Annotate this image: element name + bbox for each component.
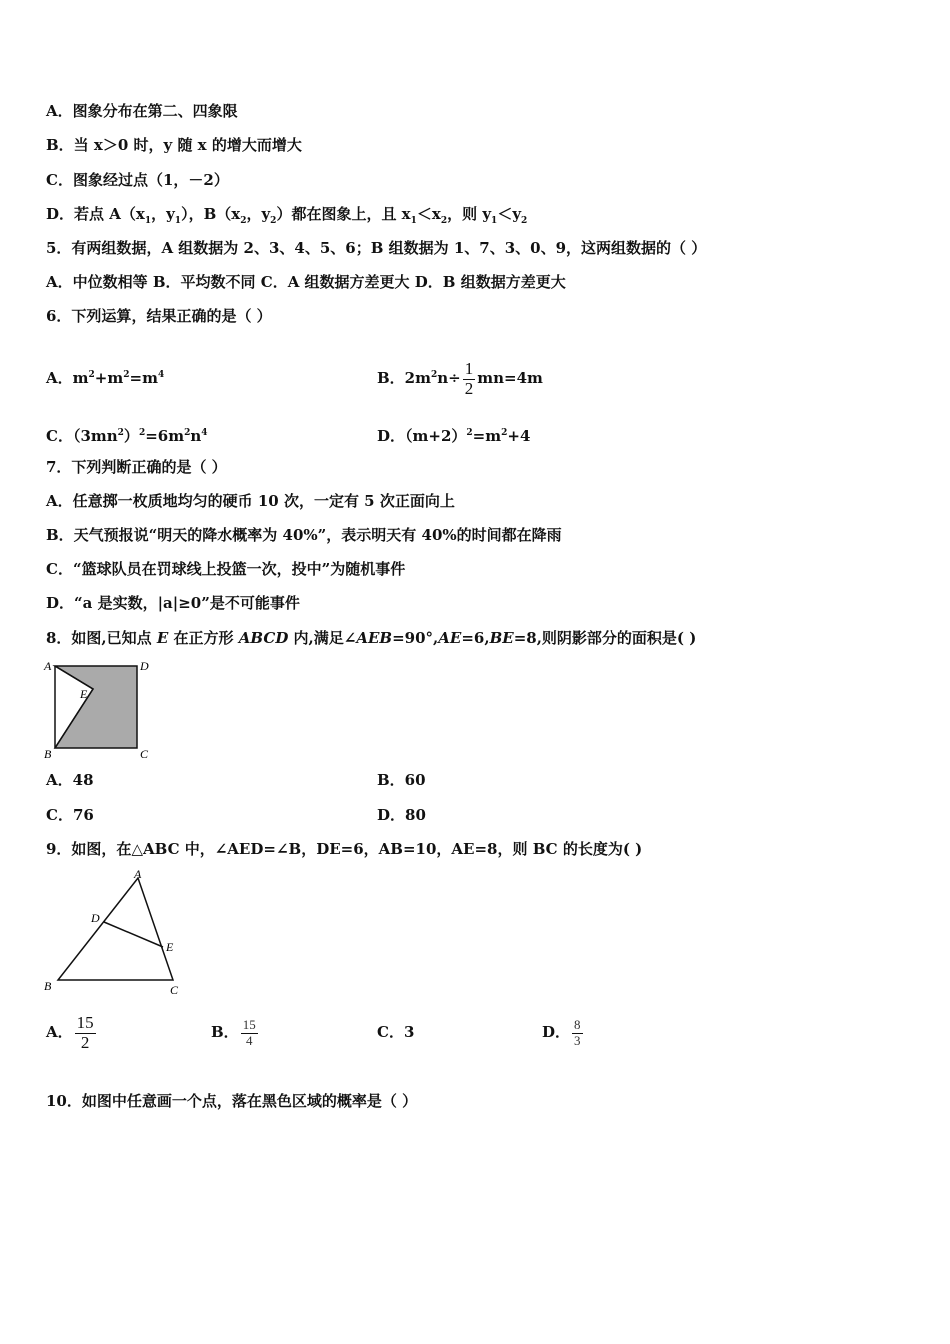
label-b: B bbox=[44, 747, 52, 761]
q6-stem: 6．下列运算，结果正确的是（ ） bbox=[46, 307, 272, 325]
q9-option-a: A． $\frac{15}{2}$ bbox=[46, 1012, 94, 1052]
label-e: E bbox=[166, 940, 174, 954]
q8-stem: 8．如图,已知点 E 在正方形 ABCD 内,满足∠AEB=90°,AE=6,BE=8,则阴影部分的面积是( ) bbox=[46, 629, 697, 647]
q7-stem: 7．下列判断正确的是（ ） bbox=[46, 458, 227, 476]
q7-option-c: C．“篮球队员在罚球线上投篮一次，投中”为随机事件 bbox=[46, 560, 406, 578]
q9-option-b: B． $\frac{15}{4}$ bbox=[211, 1017, 256, 1048]
q9-d-fraction: $\frac{8}{3}$ bbox=[574, 1017, 581, 1048]
q8-option-b: B．60 bbox=[377, 771, 426, 789]
q9-stem: 9．如图，在△ABC 中，∠AED=∠B，DE=6，AB=10，AE=8，则 BC 的长度为( ) bbox=[46, 840, 643, 858]
q7-option-a: A．任意掷一枚质地均匀的硬币 10 次，一定有 5 次正面向上 bbox=[46, 492, 455, 510]
q9-triangle-figure bbox=[40, 866, 190, 1001]
q6-option-b: B．$2m^2n\div$ $\frac{1}{2}$ mn=4m bbox=[377, 358, 543, 398]
q4-option-d: D．若点 $A(x_1$，$y_1$），$B(x_2$，$y_2$）都在图象上，且 $x_1<x_2$，则 $y_1<y_2$ bbox=[46, 205, 528, 226]
shaded-region bbox=[55, 666, 137, 748]
label-d: D bbox=[91, 911, 100, 925]
q4-option-b: B．当 x＞0 时，y 随 x 的增大而增大 bbox=[46, 136, 302, 154]
q10-stem: 10．如图中任意画一个点，落在黑色区域的概率是（ ） bbox=[46, 1092, 418, 1110]
q8-option-c: C．76 bbox=[46, 806, 94, 824]
q8-square-figure bbox=[40, 656, 160, 764]
label-a: A bbox=[134, 867, 142, 881]
q9-b-fraction: $\frac{15}{4}$ bbox=[242, 1017, 256, 1048]
q7-option-b: B．天气预报说“明天的降水概率为 40%”，表示明天有 40%的时间都在降雨 bbox=[46, 526, 562, 544]
q8-option-a: A．48 bbox=[46, 771, 94, 789]
q5-stem: 5．有两组数据，A 组数据为 2、3、4、5、6；B 组数据为 1、7、3、0、9，这两组数据的（ ） bbox=[46, 239, 707, 257]
q6-option-a: A．$m^2+m^2=m^4$ bbox=[46, 369, 165, 387]
q6-option-c: C．$(3mn^2)^2=6m^2n^4$ bbox=[46, 427, 208, 445]
q9-a-fraction: $\frac{15}{2}$ bbox=[76, 1012, 94, 1052]
q6-option-d: D．$(m+2)^2=m^2+4$ bbox=[377, 427, 531, 445]
q4-option-c: C．图象经过点（1，－2） bbox=[46, 171, 229, 189]
label-c: C bbox=[170, 983, 179, 997]
label-e: E bbox=[80, 687, 88, 701]
q6-b-fraction: $\frac{1}{2}$ bbox=[464, 358, 474, 398]
label-d: D bbox=[140, 659, 149, 673]
q9-option-c: C．3 bbox=[377, 1023, 415, 1041]
label-a: A bbox=[44, 659, 52, 673]
q9-option-d: D． $\frac{8}{3}$ bbox=[542, 1017, 581, 1048]
q8-option-d: D．80 bbox=[377, 806, 426, 824]
q4-option-a: A．图象分布在第二、四象限 bbox=[46, 102, 238, 120]
q5-options: A．中位数相等 B．平均数不同 C．A 组数据方差更大 D．B 组数据方差更大 bbox=[46, 273, 566, 291]
q7-option-d: D．“a 是实数，|a|≥0”是不可能事件 bbox=[46, 594, 300, 612]
label-c: C bbox=[140, 747, 149, 761]
label-b: B bbox=[44, 979, 52, 993]
triangle-abc bbox=[58, 878, 173, 980]
